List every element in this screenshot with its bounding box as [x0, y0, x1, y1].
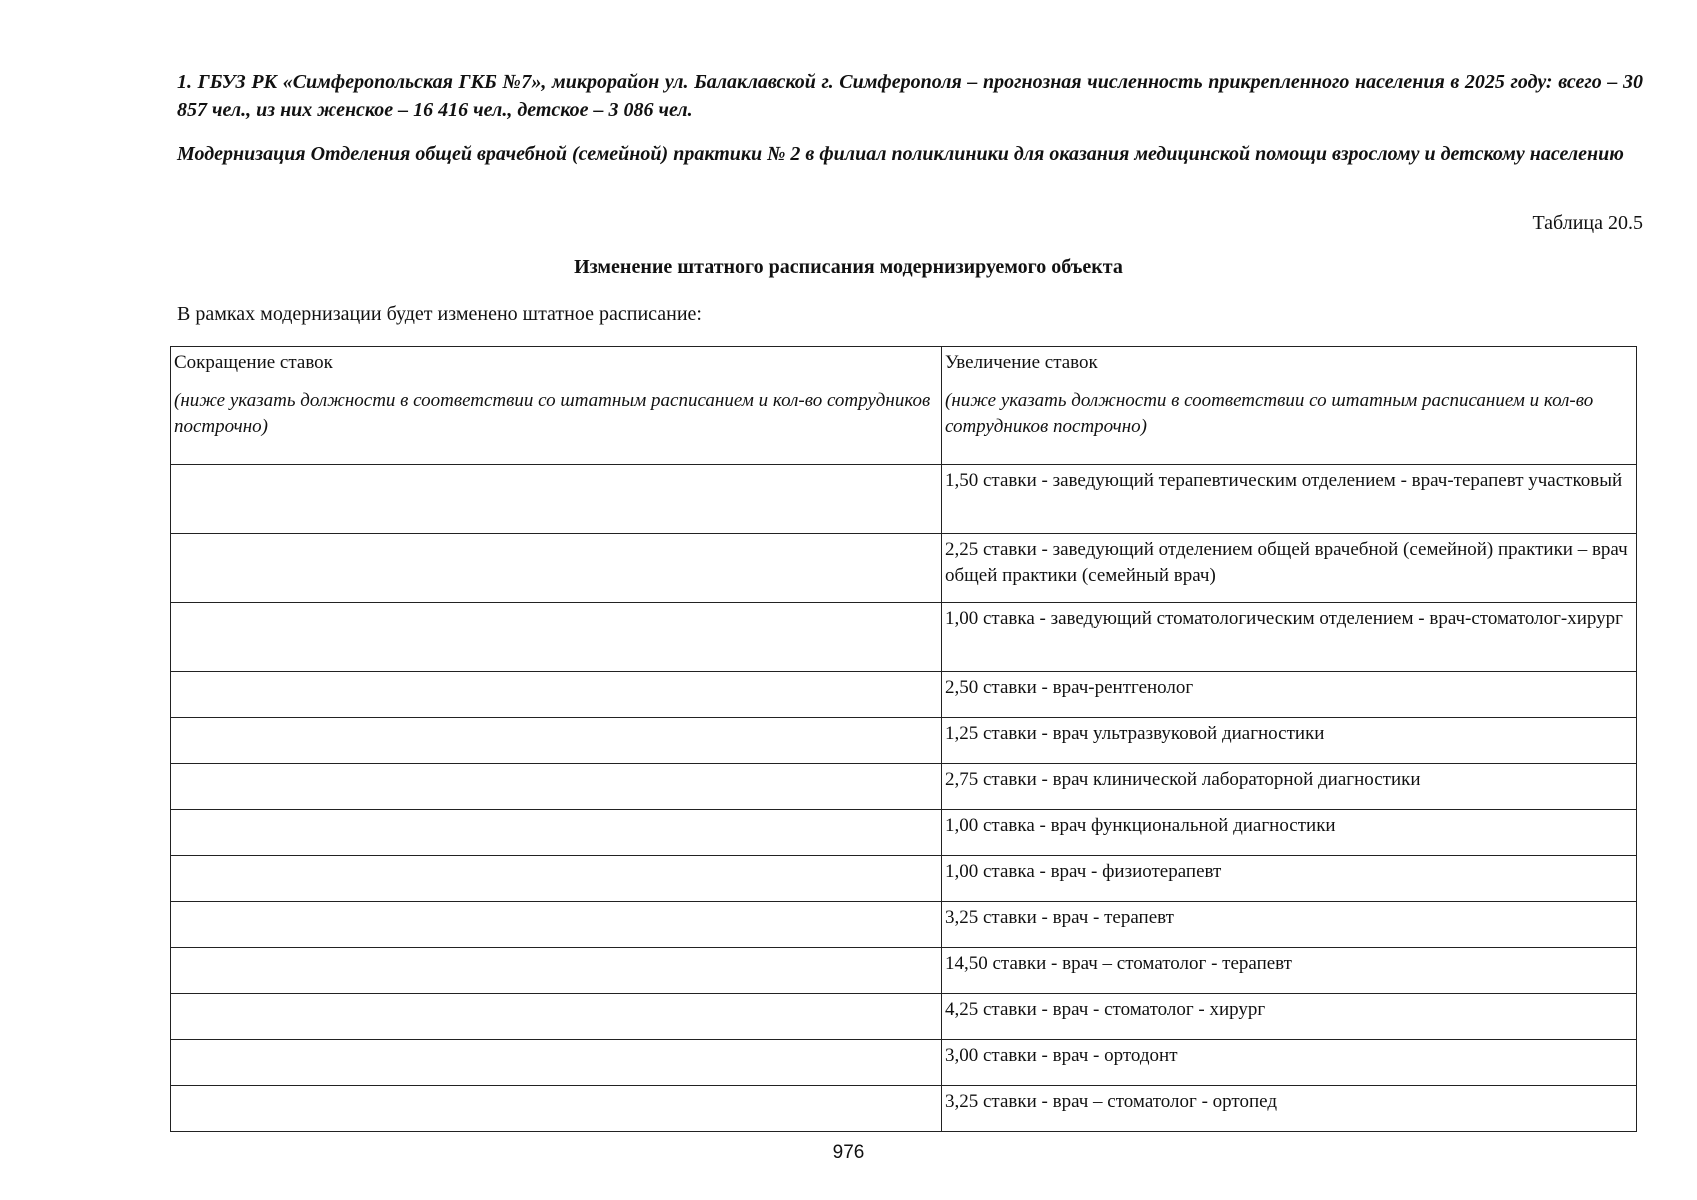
lead-sentence: В рамках модернизации будет изменено штатное расписание: — [177, 303, 702, 325]
table-header-row — [171, 347, 1637, 465]
table-row — [171, 603, 1637, 672]
table-row — [171, 465, 1637, 534]
header-reduction-title: Сокращение ставок — [174, 352, 333, 373]
increase-cell: 1,25 ставки - врач ультразвуковой диагностики — [942, 718, 1637, 764]
table-row — [171, 534, 1637, 603]
intro-paragraph-facility: 1. ГБУЗ РК «Симферопольская ГКБ №7», микрорайон ул. Балаклавской г. Симферополя – прогнозная численность прикрепленного населения в 2025 году: всего – 30 857 чел., из них женское – 16 416 чел., детское – 3 086 чел. — [177, 71, 1643, 121]
reduction-cell — [171, 994, 942, 1040]
increase-cell: 2,75 ставки - врач клинической лабораторной диагностики — [942, 764, 1637, 810]
increase-cell: 3,25 ставки - врач – стоматолог - ортопед — [942, 1086, 1637, 1132]
increase-cell: 1,50 ставки - заведующий терапевтическим отделением - врач-терапевт участковый — [942, 465, 1637, 534]
header-increase-note: (ниже указать должности в соответствии со штатным расписанием и кол-во сотрудников построчно) — [945, 390, 1594, 437]
reduction-cell — [171, 1040, 942, 1086]
header-reduction-note: (ниже указать должности в соответствии со штатным расписанием и кол-во сотрудников построчно) — [174, 390, 931, 437]
header-reduction — [171, 347, 942, 465]
reduction-cell — [171, 810, 942, 856]
header-increase-title: Увеличение ставок — [945, 352, 1098, 373]
table-row — [171, 856, 1637, 902]
table-row — [171, 672, 1637, 718]
table-row — [171, 902, 1637, 948]
increase-cell: 3,25 ставки - врач - терапевт — [942, 902, 1637, 948]
table-number-label: Таблица 20.5 — [1532, 212, 1643, 234]
table-row — [171, 1086, 1637, 1132]
staff-schedule-table — [170, 346, 1637, 1132]
reduction-cell — [171, 1086, 942, 1132]
table-row — [171, 1040, 1637, 1086]
reduction-cell — [171, 902, 942, 948]
increase-cell: 3,00 ставки - врач - ортодонт — [942, 1040, 1637, 1086]
table-row — [171, 994, 1637, 1040]
increase-cell: 1,00 ставка - врач функциональной диагностики — [942, 810, 1637, 856]
increase-cell: 1,00 ставка - заведующий стоматологическим отделением - врач-стоматолог-хирург — [942, 603, 1637, 672]
reduction-cell — [171, 603, 942, 672]
table-row — [171, 718, 1637, 764]
reduction-cell — [171, 672, 942, 718]
header-increase — [942, 347, 1637, 465]
reduction-cell — [171, 764, 942, 810]
reduction-cell — [171, 534, 942, 603]
page-number: 976 — [832, 1142, 865, 1163]
increase-cell: 4,25 ставки - врач - стоматолог - хирург — [942, 994, 1637, 1040]
table-row — [171, 810, 1637, 856]
increase-cell: 14,50 ставки - врач – стоматолог - терапевт — [942, 948, 1637, 994]
reduction-cell — [171, 718, 942, 764]
increase-cell: 2,25 ставки - заведующий отделением общей врачебной (семейной) практики – врач общей практики (семейный врач) — [942, 534, 1637, 603]
table-title: Изменение штатного расписания модернизируемого объекта — [574, 256, 1123, 278]
table-row — [171, 948, 1637, 994]
reduction-cell — [171, 465, 942, 534]
increase-cell: 1,00 ставка - врач - физиотерапевт — [942, 856, 1637, 902]
intro-paragraph-modernization: Модернизация Отделения общей врачебной (семейной) практики № 2 в филиал поликлиники для оказания медицинской помощи взрослому и детскому населению — [177, 143, 1624, 165]
table-row — [171, 764, 1637, 810]
reduction-cell — [171, 856, 942, 902]
increase-cell: 2,50 ставки - врач-рентгенолог — [942, 672, 1637, 718]
reduction-cell — [171, 948, 942, 994]
